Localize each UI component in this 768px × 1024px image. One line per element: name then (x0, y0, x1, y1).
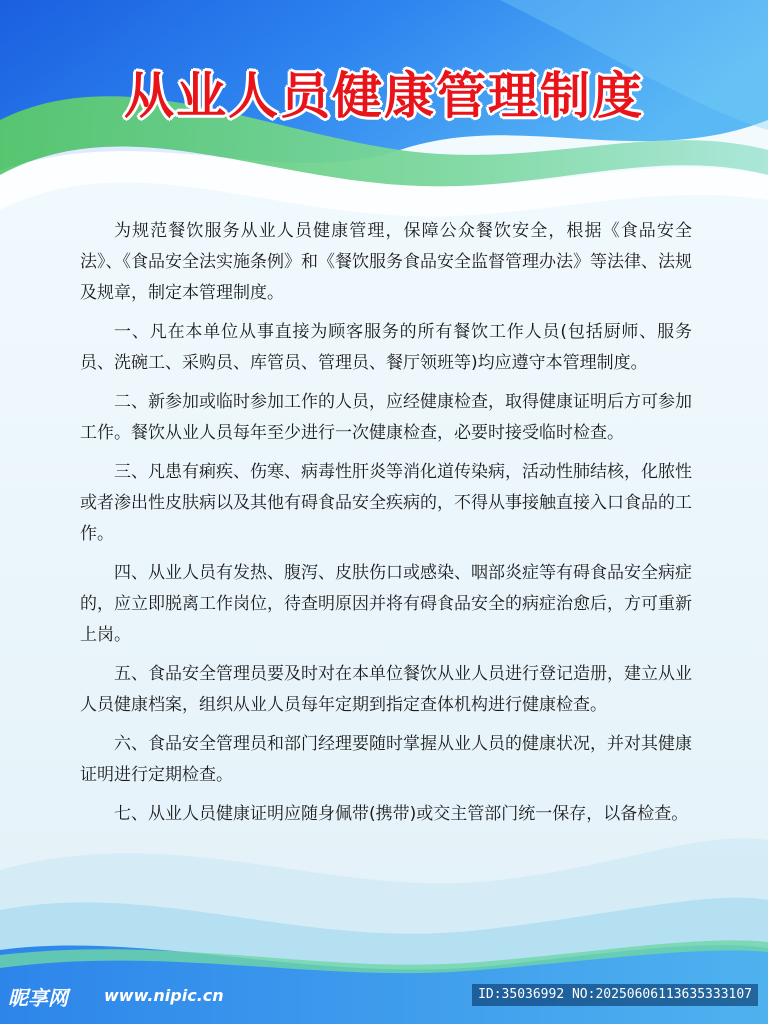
watermark-url: www.nipic.cn (104, 986, 224, 1005)
poster-title: 从业人员健康管理制度 (124, 67, 644, 125)
intro-paragraph: 为规范餐饮服务从业人员健康管理，保障公众餐饮安全，根据《食品安全法》、《食品安全法实施条例》和《餐饮服务食品安全监督管理办法》等法律、法规及规章，制定本管理制度。 (80, 221, 692, 303)
watermark-logo: 昵享网 (8, 986, 68, 1010)
clause-1: 一、凡在本单位从事直接为顾客服务的所有餐饮工作人员(包括厨师、服务员、洗碗工、采购员、库管员、管理员、餐厅领班等)均应遵守本管理制度。 (80, 322, 692, 373)
regulation-body (80, 216, 692, 838)
clause-7: 七、从业人员健康证明应随身佩带(携带)或交主管部门统一保存，以备检查。 (114, 804, 689, 824)
clause-6: 六、食品安全管理员和部门经理要随时掌握从业人员的健康状况，并对其健康证明进行定期检查。 (80, 734, 692, 785)
clause-4: 四、从业人员有发热、腹泻、皮肤伤口或感染、咽部炎症等有碍食品安全病症的，应立即脱离工作岗位，待查明原因并将有碍食品安全的病症治愈后，方可重新上岗。 (80, 563, 692, 645)
clause-3: 三、凡患有痢疾、伤寒、病毒性肝炎等消化道传染病，活动性肺结核，化脓性或者渗出性皮肤病以及其他有碍食品安全疾病的，不得从事接触直接入口食品的工作。 (80, 462, 692, 544)
clause-5: 五、食品安全管理员要及时对在本单位餐饮从业人员进行登记造册，建立从业人员健康档案，组织从业人员每年定期到指定查体机构进行健康检查。 (80, 664, 692, 715)
watermark-id: ID:35036992 NO:20250606113635333107 (472, 984, 758, 1006)
clause-2: 二、新参加或临时参加工作的人员，应经健康检查，取得健康证明后方可参加工作。餐饮从业人员每年至少进行一次健康检查，必要时接受临时检查。 (80, 392, 692, 443)
